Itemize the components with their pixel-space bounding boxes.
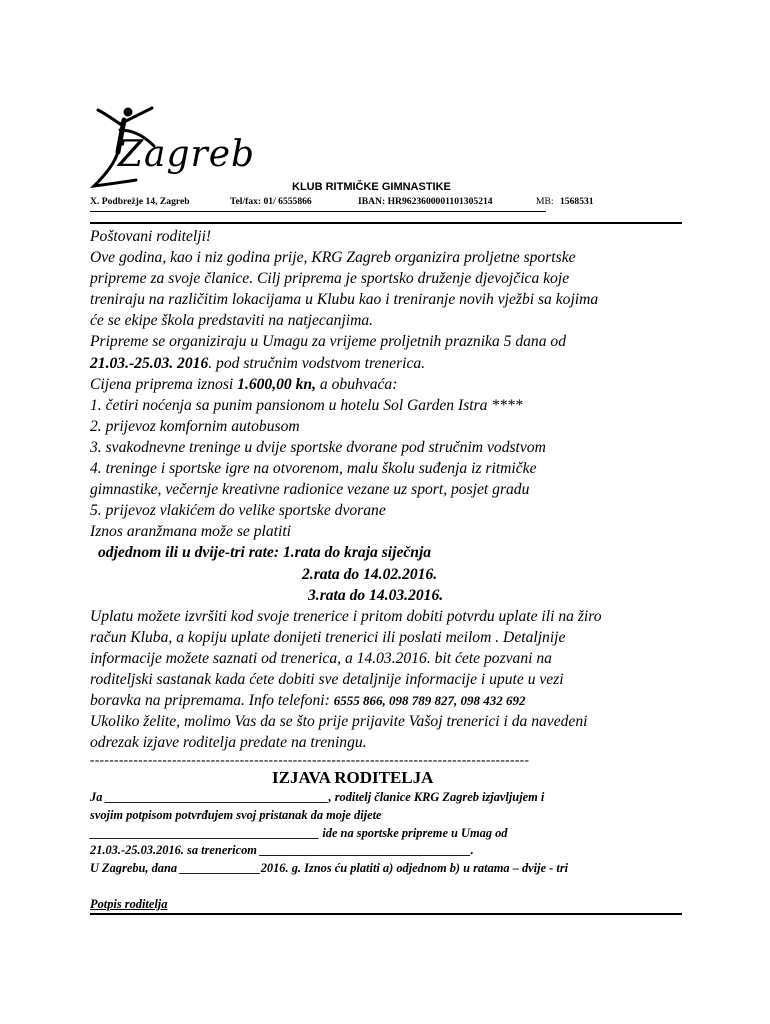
price-line xyxy=(90,374,690,395)
camp-dates: 21.03.-25.03. 2016 xyxy=(90,354,209,372)
signature-rule xyxy=(90,913,682,915)
text-line: informacije možete saznati od trenerica, a 14.03.2016. bit ćete pozvani na xyxy=(90,649,552,667)
mb-value: 1568531 xyxy=(560,196,594,207)
cut-line: ------------------------------------------------------------------------------------------- xyxy=(90,752,530,767)
text-line: Ukoliko želite, molimo Vas da se što prije prijavite Vašoj trenerici i da navedeni xyxy=(90,713,588,731)
payment-rate-line: 2.rata do 14.02.2016. xyxy=(302,565,438,583)
form-line: svojim potpisom potvrđujem svoj pristanak da moje dijete xyxy=(90,807,382,822)
text-fragment: . pod stručnim vodstvom trenerica. xyxy=(208,354,426,372)
form-title: IZJAVA RODITELJA xyxy=(272,768,434,787)
text-line: roditeljski sastanak kada ćete dobiti sve detaljnije informacije i upute u vezi xyxy=(90,670,564,688)
list-item-continued: gimnastike, večernje kreativne radionice vezane uz sport, posjet gradu xyxy=(90,481,530,499)
info-phones: 6555 866, 098 789 827, 098 432 692 xyxy=(333,693,526,709)
text-line: treniraju na različitim lokacijama u Klubu kao i treniranje novih vježbi sa kojima xyxy=(90,291,599,309)
signature-label: Potpis roditelja xyxy=(90,896,168,911)
text-line: odrezak izjave roditelja predate na treningu. xyxy=(90,734,367,752)
list-item: 4. treninge i sportske igre na otvorenom, malu školu suđenja iz ritmičke xyxy=(90,460,537,478)
list-item: 3. svakodnevne treninge u dvije sportske dvorane pod stručnim vodstvom xyxy=(90,438,546,456)
list-item: 1. četiri noćenja sa punim pansionom u hotelu Sol Garden Istra **** xyxy=(90,396,523,414)
parent-statement-form xyxy=(90,789,690,914)
text-line: račun Kluba, a kopiju uplate donijeti trenerici ili poslati meilom . Detaljnije xyxy=(90,628,566,646)
club-info-row xyxy=(90,196,650,210)
form-line: 21.03.-25.03.2016. sa trenericom __________________________________. xyxy=(90,843,474,858)
text-fragment: boravka na pripremama. Info telefoni: xyxy=(90,692,334,710)
dates-line xyxy=(90,353,690,374)
greeting: Poštovani roditelji! xyxy=(90,228,212,245)
form-line: _____________________________________ ide na sportske pripreme u Umag od xyxy=(90,825,508,840)
letter-body xyxy=(90,226,690,753)
form-line: U Zagrebu, dana _____________2016. g. Iznos ću platiti a) odjednom b) u ratama – dvije - tri xyxy=(90,861,569,876)
text-line: Ove godina, kao i niz godina prije, KRG Zagreb organizira proljetne sportske xyxy=(90,249,576,267)
text-fragment: a obuhvaća: xyxy=(316,375,398,393)
mb-label: MB: xyxy=(536,196,554,207)
header-thick-divider xyxy=(90,222,682,224)
text-line: Uplatu možete izvršiti kod svoje trenerice i pritom dobiti potvrdu uplate ili na žiro xyxy=(90,607,602,625)
payment-rate-line: odjednom ili u dvije-tri rate: 1.rata do kraja siječnja xyxy=(98,544,432,562)
text-line: će se ekipe škola predstaviti na natjecanjima. xyxy=(90,312,374,330)
payment-intro: Iznos aranžmana može se platiti xyxy=(90,523,291,541)
text-fragment: Cijena priprema iznosi xyxy=(90,375,238,393)
logo-wordmark: Zagreb xyxy=(118,134,256,175)
club-iban: IBAN: HR9623600001101305214 xyxy=(358,196,493,207)
club-name: KLUB RITMIČKE GIMNASTIKE xyxy=(292,181,451,193)
club-telfax: Tel/fax: 01/ 6555866 xyxy=(230,196,312,207)
phones-line xyxy=(90,690,690,711)
club-address: X. Podbrežje 14, Zagreb xyxy=(90,196,190,207)
text-line: Pripreme se organiziraju u Umagu za vrijeme proljetnih praznika 5 dana od xyxy=(90,333,567,351)
list-item: 5. prijevoz vlakićem do velike sportske dvorane xyxy=(90,502,386,520)
list-item: 2. prijevoz komfornim autobusom xyxy=(90,417,300,435)
price-value: 1.600,00 kn, xyxy=(237,375,316,393)
form-line: Ja ____________________________________, roditelj članice KRG Zagreb izjavljujem i xyxy=(90,790,545,804)
header-thin-divider xyxy=(90,211,546,212)
text-line: pripreme za svoje članice. Cilj priprema je sportsko druženje djevojčica koje xyxy=(90,270,570,288)
payment-rate-line: 3.rata do 14.03.2016. xyxy=(308,586,444,604)
